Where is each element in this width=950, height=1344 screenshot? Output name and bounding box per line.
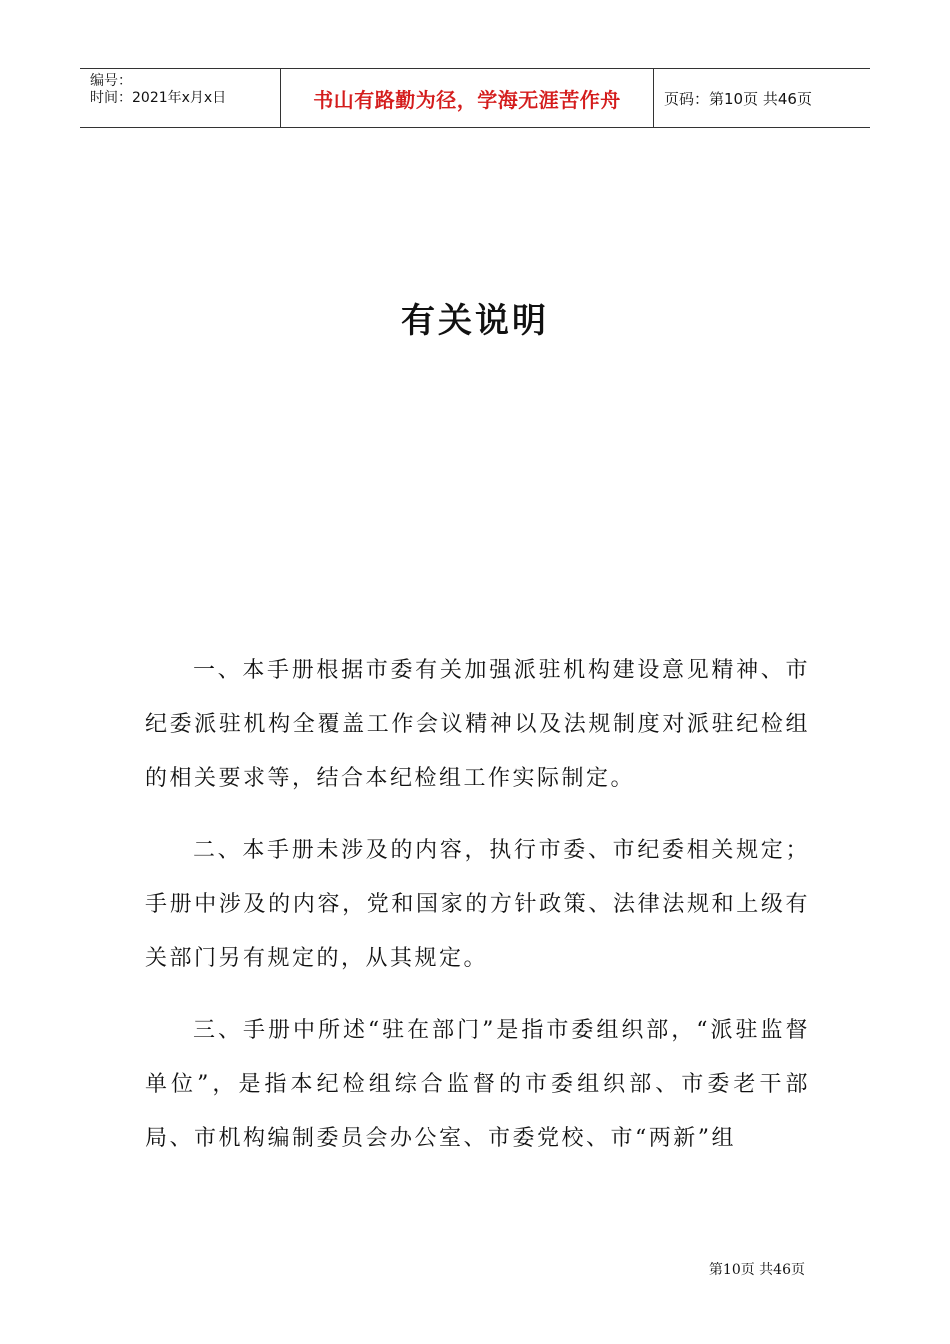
header-meta [80,69,281,127]
serial-label: 编号： [90,73,132,89]
paragraph-2: 二、本手册未涉及的内容，执行市委、市纪委相关规定；手册中涉及的内容，党和国家的方针政策、法律法规和上级有关部门另有规定的，从其规定。 [145,838,810,971]
header-page-info: 页码：第10页 共46页 [664,89,812,108]
header-motto: 书山有路勤为径，学海无涯苦作舟 [281,69,654,127]
paragraph-3: 三、手册中所述“驻在部门”是指市委组织部，“派驻监督单位”，是指本纪检组综合监督的市委组织部、市委老干部局、市机构编制委员会办公室、市委党校、市“两新”组 [145,1018,810,1151]
footer-page-number: 第10页 共46页 [708,1262,805,1278]
page-header [80,68,870,128]
time-label: 时间：2021年x月x日 [90,90,227,106]
paragraph-1: 一、本手册根据市委有关加强派驻机构建设意见精神、市纪委派驻机构全覆盖工作会议精神以及法规制度对派驻纪检组的相关要求等，结合本纪检组工作实际制定。 [145,658,810,791]
document-title: 有关说明 [401,301,549,341]
